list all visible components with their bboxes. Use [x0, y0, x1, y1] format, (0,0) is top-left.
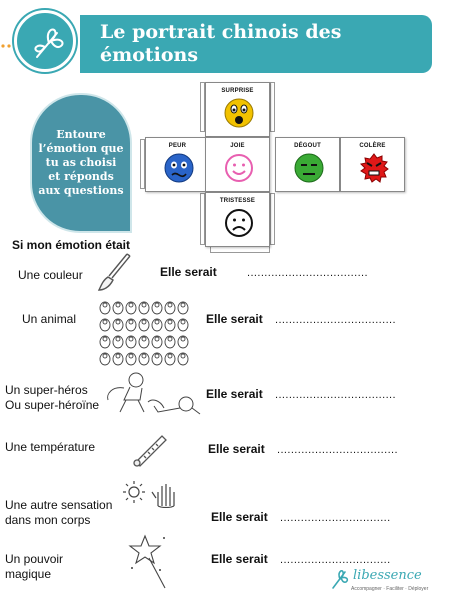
answer-label: Elle serait: [211, 510, 268, 524]
answer-line[interactable]: ...................................: [247, 267, 368, 279]
question-label: Un super-héros Ou super-héroïne: [5, 383, 100, 412]
question-label: Une température: [5, 440, 96, 454]
answer-label: Elle serait: [211, 552, 268, 566]
disgusted-face-icon: [294, 153, 324, 183]
face-label: SURPRISE: [221, 88, 254, 94]
cube-flap: [270, 82, 275, 132]
answer-label: Elle serait: [160, 265, 217, 279]
happy-face-icon: [224, 153, 254, 183]
animals-grid-icon: [98, 300, 190, 373]
sun-and-hand-icon: [122, 478, 178, 513]
fearful-face-icon: [164, 153, 194, 183]
cube-flap: [270, 193, 275, 245]
thermometer-icon: [130, 432, 170, 473]
brand-dragonfly-icon: [327, 566, 351, 592]
brand-name: libessence: [353, 568, 422, 583]
answer-line[interactable]: ...................................: [275, 389, 396, 401]
answer-line[interactable]: ...................................: [277, 444, 398, 456]
answer-line[interactable]: ................................: [280, 512, 391, 524]
answer-line[interactable]: ...................................: [275, 314, 396, 326]
paintbrush-icon: [95, 250, 135, 297]
header-banner: [80, 15, 432, 73]
face-label: PEUR: [168, 143, 187, 149]
face-label: JOIE: [230, 143, 245, 149]
face-label: COLÈRE: [359, 143, 386, 149]
face-disgust[interactable]: [275, 137, 340, 192]
surprised-face-icon: [224, 98, 254, 128]
face-label: TRISTESSE: [219, 198, 256, 204]
superheroes-icon: [104, 370, 204, 427]
answer-label: Elle serait: [208, 442, 265, 456]
instruction-bubble: [30, 93, 132, 233]
face-sadness[interactable]: [205, 192, 270, 247]
question-label: Un pouvoir magique: [5, 552, 64, 581]
face-joy[interactable]: [205, 137, 270, 192]
face-fear[interactable]: [145, 137, 210, 192]
brand-logo: [327, 566, 437, 596]
question-label: Un animal: [22, 312, 77, 326]
questions-intro: Si mon émotion était: [12, 238, 131, 252]
dragonfly-icon: [23, 19, 73, 69]
face-label: DÉGOUT: [294, 143, 321, 149]
question-label: Une autre sensation dans mon corps: [5, 498, 113, 527]
sad-face-icon: [224, 208, 254, 238]
answer-label: Elle serait: [206, 387, 263, 401]
question-label: Une couleur: [18, 268, 83, 282]
emotion-cube: [140, 82, 405, 257]
page-title: Le portrait chinois des émotions: [100, 21, 342, 66]
face-anger[interactable]: [340, 137, 405, 192]
instruction-text: Entoure l’émotion que tu as choisi et réponds aux questions: [38, 128, 124, 197]
face-surprise[interactable]: [205, 82, 270, 137]
angry-face-icon: [359, 153, 389, 183]
answer-label: Elle serait: [206, 312, 263, 326]
dragonfly-logo: [14, 10, 76, 72]
brand-tagline: Accompagner · Faciliter · Déployer: [351, 586, 429, 592]
magic-wand-icon: [125, 532, 175, 597]
answer-line[interactable]: ................................: [280, 554, 391, 566]
